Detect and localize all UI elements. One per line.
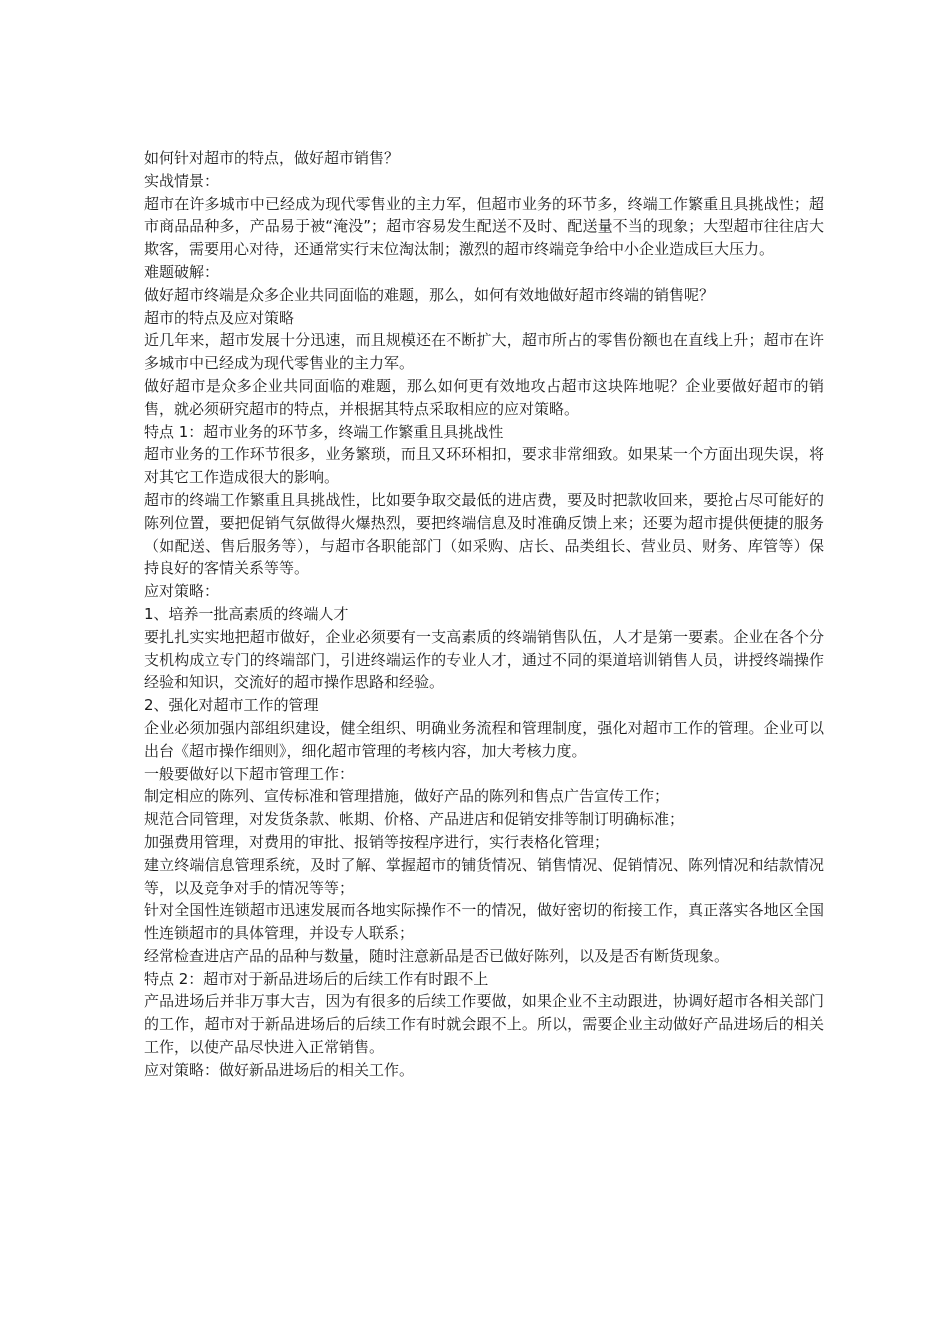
list-item: 针对全国性连锁超市迅速发展而各地实际操作不一的情况，做好密切的衔接工作，真正落实各地区全国性连锁超市的具体管理，并设专人联系；: [144, 901, 824, 943]
body-paragraph: 做好超市终端是众多企业共同面临的难题，那么，如何有效地做好超市终端的销售呢？: [144, 285, 715, 304]
section-heading: 实战情景：: [144, 171, 220, 190]
section-heading: 超市的特点及应对策略: [144, 308, 295, 327]
strategy-heading: 应对策略：做好新品进场后的相关工作。: [144, 1060, 415, 1079]
list-item: 规范合同管理，对发货条款、帐期、价格、产品进店和促销安排等制订明确标准；: [144, 810, 685, 829]
body-paragraph: 近几年来，超市发展十分迅速，而且规模还在不断扩大，超市所占的零售份额也在直线上升；超市在许多城市中已经成为现代零售业的主力军。: [144, 331, 824, 373]
list-item: 加强费用管理，对费用的审批、报销等按程序进行，实行表格化管理；: [144, 832, 610, 851]
list-item: 建立终端信息管理系统，及时了解、掌握超市的铺货情况、销售情况、促销情况、陈列情况和结款情况等，以及竞争对手的情况等等；: [144, 855, 824, 897]
list-item: 制定相应的陈列、宣传标准和管理措施，做好产品的陈列和售点广告宣传工作；: [144, 787, 670, 806]
body-paragraph: 做好超市是众多企业共同面临的难题，那么如何更有效地攻占超市这块阵地呢？企业要做好超市的销售，就必须研究超市的特点，并根据其特点采取相应的应对策略。: [144, 376, 824, 418]
list-intro: 一般要做好以下超市管理工作：: [144, 764, 355, 783]
body-paragraph: 企业必须加强内部组织建设，健全组织、明确业务流程和管理制度，强化对超市工作的管理。企业可以出台《超市操作细则》，细化超市管理的考核内容，加大考核力度。: [144, 718, 824, 760]
body-paragraph: 超市业务的工作环节很多，业务繁琐，而且又环环相扣，要求非常细致。如果某一个方面出现失误，将对其它工作造成很大的影响。: [144, 445, 824, 487]
list-item: 经常检查进店产品的品种与数量，随时注意新品是否已做好陈列，以及是否有断货现象。: [144, 946, 730, 965]
document-title: 如何针对超市的特点，做好超市销售？: [144, 149, 400, 167]
feature-heading: 特点 1：超市业务的环节多，终端工作繁重且具挑战性: [144, 422, 504, 441]
body-paragraph: 超市的终端工作繁重且具挑战性，比如要争取交最低的进店费，要及时把款收回来，要抢占尽可能好的陈列位置，要把促销气氛做得火爆热烈，要把终端信息及时准确反馈上来；还要为超市提供便捷的服务（如配送、售后服务等），与超市各职能部门（如采购、店长、品类组长、营业员、财务、库管等）保持良好的客情关系等等。: [144, 490, 824, 578]
body-paragraph: 产品进场后并非万事大吉，因为有很多的后续工作要做，如果企业不主动跟进，协调好超市各相关部门的工作，超市对于新品进场后的后续工作有时就会跟不上。所以，需要企业主动做好产品进场后的相关工作，以使产品尽快进入正常销售。: [144, 992, 824, 1057]
body-paragraph: 要扎扎实实地把超市做好，企业必须要有一支高素质的终端销售队伍，人才是第一要素。企业在各个分支机构成立专门的终端部门，引进终端运作的专业人才，通过不同的渠道培训销售人员，讲授终端操作经验和知识，交流好的超市操作思路和经验。: [144, 627, 824, 692]
section-heading: 难题破解：: [144, 262, 220, 281]
feature-heading: 特点 2：超市对于新品进场后的后续工作有时跟不上: [144, 969, 489, 988]
strategy-heading: 应对策略：: [144, 582, 220, 601]
body-paragraph: 超市在许多城市中已经成为现代零售业的主力军，但超市业务的环节多，终端工作繁重且具挑战性；超市商品品种多，产品易于被“淹没”；超市容易发生配送不及时、配送量不当的现象；大型超市往往店大欺客，需要用心对待，还通常实行末位淘汰制；激烈的超市终端竞争给中小企业造成巨大压力。: [144, 194, 824, 259]
strategy-item-heading: 2、强化对超市工作的管理: [144, 696, 319, 715]
document-body: [144, 147, 824, 1082]
strategy-item-heading: 1、培养一批高素质的终端人才: [144, 604, 349, 623]
